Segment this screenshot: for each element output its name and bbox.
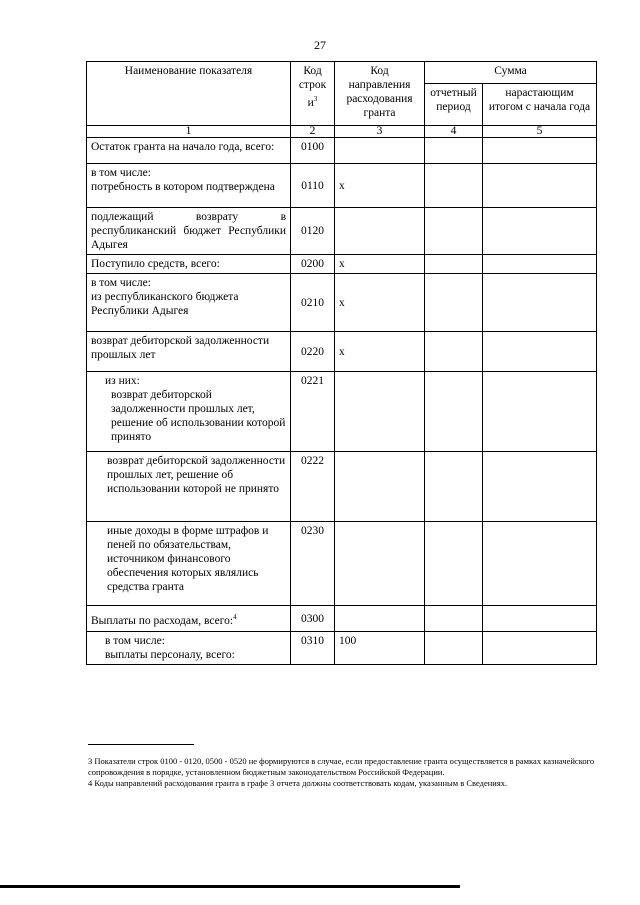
row-prefix: в том числе: [105, 635, 165, 647]
column-number: 4 [425, 126, 483, 138]
row-label: возврат дебиторской задолженности прошлых лет, решение об использовании которой не принято [87, 452, 291, 522]
row-code: 0210 [291, 274, 335, 332]
row-prefix: в том числе: [91, 167, 151, 179]
table-row [87, 606, 597, 632]
row-period-value [425, 452, 483, 522]
header-cumulative: нарастающим итогом с начала года [483, 84, 597, 126]
row-label: Остаток гранта на начало года, всего: [87, 138, 291, 164]
row-label: Поступило средств, всего: [87, 255, 291, 274]
row-code: 0100 [291, 138, 335, 164]
row-cumulative-value [483, 632, 597, 665]
row-label: возврат дебиторской задолженности прошлых лет [87, 332, 291, 372]
row-code: 0220 [291, 332, 335, 372]
row-direction: x [335, 332, 425, 372]
header-reporting-period: отчетный период [425, 84, 483, 126]
row-label: подлежащий возврату в республиканский бюджет Республики Адыгея [87, 208, 291, 255]
page-number: 27 [314, 38, 326, 52]
row-cumulative-value [483, 208, 597, 255]
row-code: 0221 [291, 372, 335, 452]
column-number-row [87, 126, 597, 138]
row-direction [335, 452, 425, 522]
column-number: 2 [291, 126, 335, 138]
row-cumulative-value [483, 138, 597, 164]
row-label: возврат дебиторской задолженности прошлых лет, решение об использовании которой принято [111, 389, 286, 443]
table-row [87, 632, 597, 665]
row-code: 0310 [291, 632, 335, 665]
table-row [87, 164, 597, 208]
column-number: 3 [335, 126, 425, 138]
row-direction [335, 372, 425, 452]
table-row [87, 452, 597, 522]
header-line-code-text: Код строк и [298, 65, 327, 109]
row-cumulative-value [483, 255, 597, 274]
row-cumulative-value [483, 606, 597, 632]
row-direction: x [335, 164, 425, 208]
header-row [87, 62, 597, 84]
row-cumulative-value [483, 274, 597, 332]
header-indicator-name: Наименование показателя [87, 62, 291, 126]
table-row [87, 208, 597, 255]
row-label: иные доходы в форме штрафов и пеней по обязательствам, источником финансового обеспечения которых являлись средства гранта [87, 522, 291, 606]
row-prefix: в том числе: [91, 277, 151, 289]
header-direction-code: Код направления расходования гранта [335, 62, 425, 126]
row-label-cell [87, 372, 291, 452]
row-direction: x [335, 255, 425, 274]
row-code: 0230 [291, 522, 335, 606]
table-row [87, 372, 597, 452]
footnote-4: 4 Коды направлений расходования гранта в графе 3 отчета должны соответствовать кодам, указанным в Сведениях. [88, 778, 508, 788]
row-label: Выплаты по расходам, всего: [91, 614, 234, 627]
row-label-cell [87, 606, 291, 632]
row-direction [335, 138, 425, 164]
row-period-value [425, 372, 483, 452]
row-cumulative-value [483, 164, 597, 208]
table-row [87, 138, 597, 164]
row-direction [335, 606, 425, 632]
row-cumulative-value [483, 372, 597, 452]
row-direction [335, 522, 425, 606]
row-period-value [425, 332, 483, 372]
footnotes [88, 756, 600, 789]
row-code: 0110 [291, 164, 335, 208]
row-direction: x [335, 274, 425, 332]
row-period-value [425, 274, 483, 332]
row-cumulative-value [483, 452, 597, 522]
row-label: из республиканского бюджета Республики Адыгея [91, 291, 239, 317]
footnote-separator [88, 744, 194, 745]
row-prefix: из них: [105, 375, 140, 387]
row-label-cell [87, 632, 291, 665]
footnote-ref-4: 4 [233, 612, 237, 621]
row-period-value [425, 138, 483, 164]
table-row [87, 522, 597, 606]
row-cumulative-value [483, 522, 597, 606]
row-code: 0200 [291, 255, 335, 274]
row-period-value [425, 208, 483, 255]
row-label: потребность в котором подтверждена [91, 181, 275, 193]
row-cumulative-value [483, 332, 597, 372]
table-row [87, 255, 597, 274]
column-number: 5 [483, 126, 597, 138]
row-label-cell [87, 274, 291, 332]
grant-report-table [86, 61, 597, 665]
row-period-value [425, 522, 483, 606]
row-code: 0120 [291, 208, 335, 255]
footnote-3: 3 Показатели строк 0100 - 0120, 0500 - 0520 не формируются в случае, если предоставление гранта осуществляется в рамках казначейского сопровождения в порядке, установленном бюджетным законодательством Российской Федерации. [88, 756, 595, 777]
table-row [87, 274, 597, 332]
row-period-value [425, 632, 483, 665]
row-period-value [425, 164, 483, 208]
scan-bottom-edge [0, 885, 460, 888]
footnote-ref-3: 3 [313, 95, 318, 103]
row-direction: 100 [335, 632, 425, 665]
row-direction [335, 208, 425, 255]
header-line-code [291, 62, 335, 126]
column-number: 1 [87, 126, 291, 138]
row-period-value [425, 606, 483, 632]
row-label: выплаты персоналу, всего: [105, 649, 235, 661]
table-row [87, 332, 597, 372]
header-sum: Сумма [425, 62, 597, 84]
row-label-cell [87, 164, 291, 208]
row-code: 0300 [291, 606, 335, 632]
row-period-value [425, 255, 483, 274]
row-code: 0222 [291, 452, 335, 522]
